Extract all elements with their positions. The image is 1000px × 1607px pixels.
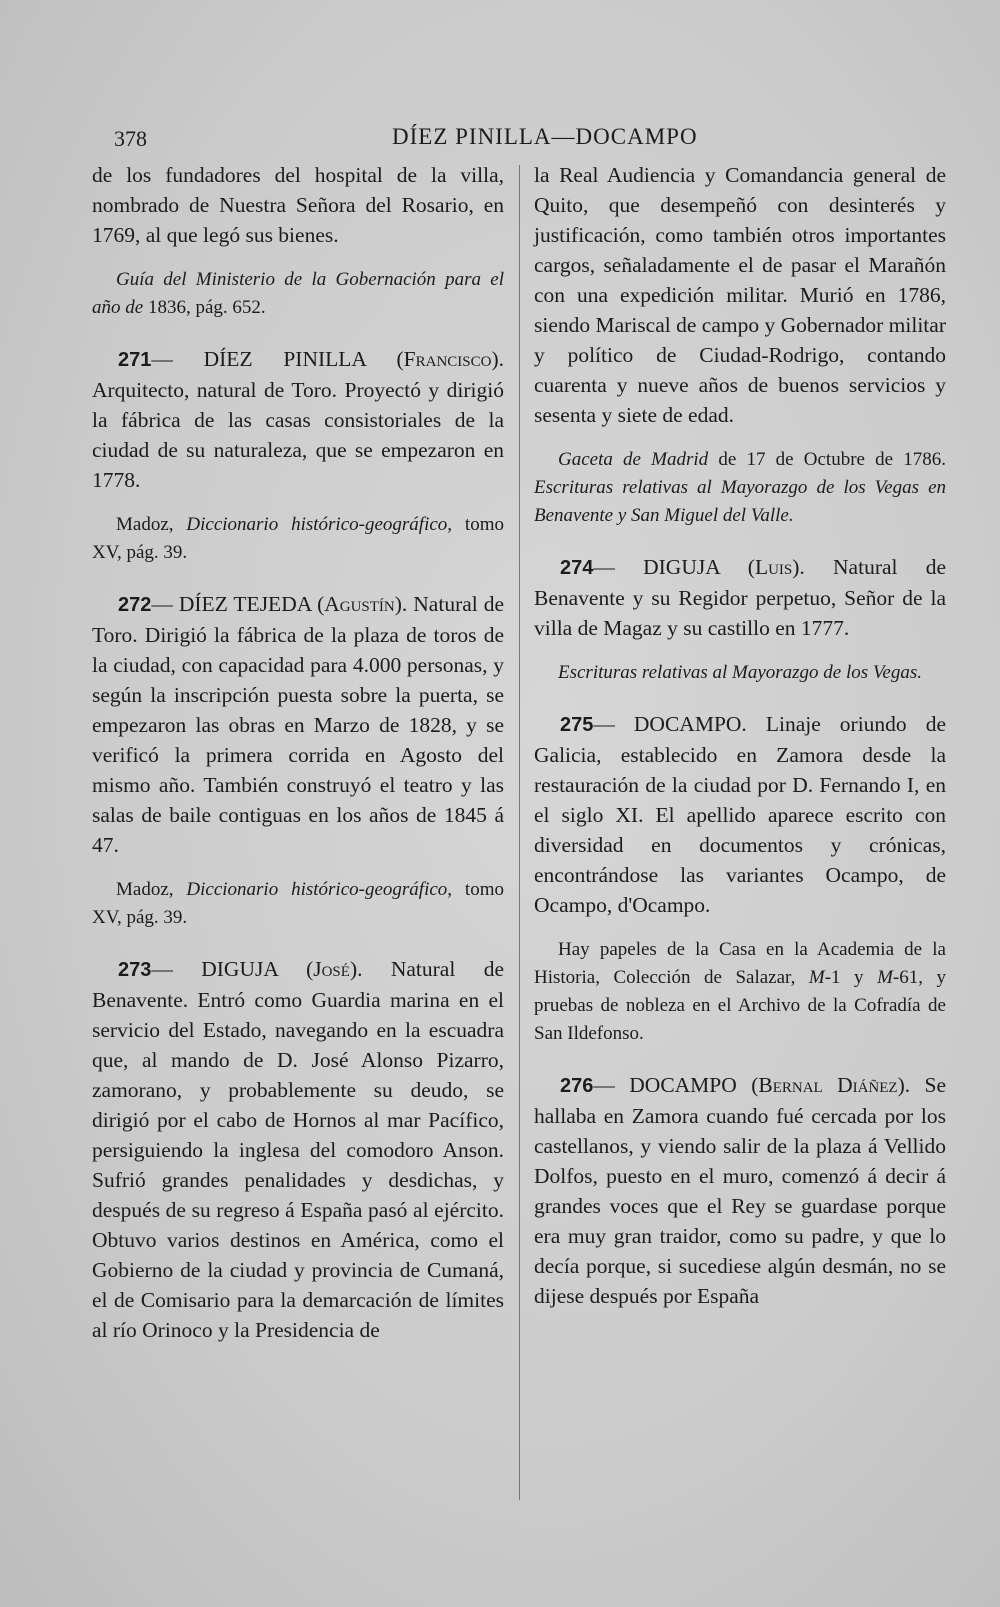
entry-given-name: (Francisco). [396, 347, 504, 371]
left-column [92, 160, 504, 1345]
citation: Madoz, Diccionario histórico-geográfico, tomo XV, pág. 39. [92, 514, 504, 563]
column-divider [519, 165, 520, 1500]
citation: Guía del Ministerio de la Gobernación para el año de 1836, pág. 652. [92, 269, 504, 318]
citation: Hay papeles de la Casa en la Academia de la Historia, Colección de Salazar, M-1 y M-61, y pruebas de nobleza en el Archivo de la Cofradía de San Ildefonso. [534, 939, 946, 1044]
entry-number: 276 [560, 1075, 594, 1097]
citation: Madoz, Diccionario histórico-geográfico, tomo XV, pág. 39. [92, 879, 504, 928]
entry-number: 273 [118, 959, 152, 981]
citation: Gaceta de Madrid de 17 de Octubre de 1786. Escrituras relativas al Mayorazgo de los Vegas en Benavente y San Miguel del Valle. [534, 449, 946, 526]
entry-text: Natural de Toro. Dirigió la fábrica de la plaza de toros de la ciudad, con capacidad para 4.000 personas, y según la inscripción puesta sobre la puerta, se empezaron las obras en Marzo de 1828, y se verificó la primera corrida en Agosto del mismo año. También construyó el teatro y las salas de baile contiguas en los años de 1845 á 47. [92, 592, 505, 857]
entry-given-name: (Luis). [747, 555, 805, 579]
entry-name: DOCAMPO [629, 1073, 737, 1097]
page-number: 378 [114, 126, 147, 151]
entry-number: 271 [118, 349, 152, 371]
entry-text: Natural de Benavente y su Regidor perpetuo, Señor de la villa de Magaz y su castillo en 1777. [534, 555, 947, 640]
entry-275: 275— DOCAMPO. Linaje oriundo de Galicia, establecido en Zamora desde la restauración de la ciudad por D. Fernando I, en el siglo XI. El apellido aparece escrito con diversidad en documentos y crónicas, encontrándose las variantes Ocampo, de Ocampo, d'Ocampo. [534, 712, 946, 917]
running-title: DÍEZ PINILLA—DOCAMPO [392, 124, 698, 149]
entry-number: 275 [560, 714, 594, 736]
entry-given-name: (Bernal Diáñez). [751, 1073, 911, 1097]
right-column [534, 160, 946, 1311]
citation: Escrituras relativas al Mayorazgo de los Vegas. [558, 662, 922, 683]
entry-text: Se hallaba en Zamora cuando fué cercada por los castellanos, y viendo salir de la plaza á Vellido Dolfos, puesto en el muro, comenzó á decir á grandes voces que el Rey se guardase porque era muy gran traidor, como su padre, y que lo decía porque, si sucediese algún desmán, no se dijese después por España [534, 1073, 947, 1308]
entry-name: DÍEZ TEJEDA [178, 592, 312, 616]
entry-number: 274 [560, 557, 594, 579]
paragraph: de los fundadores del hospital de la villa, nombrado de Nuestra Señora del Rosario, en 1769, al que legó sus bienes. [92, 163, 504, 247]
entry-name: DIGUJA [643, 555, 720, 579]
entry-name: DIGUJA [201, 957, 278, 981]
page-header [92, 122, 920, 156]
entry-271: 271— DÍEZ PINILLA (Francisco). Arquitecto, natural de Toro. Proyectó y dirigió la fábrica de las casas consistoriales de la ciudad de su naturaleza, que se empezaron en 1778. [92, 347, 504, 492]
entry-name: DOCAMPO. [633, 712, 747, 736]
entry-text: Natural de Benavente. Entró como Guardia marina en el servicio del Estado, navegando en la escuadra que, al mando de D. José Alonso Pizarro, zamorano, y probablemente su deudo, se dirigió por el cabo de Hornos al mar Pacífico, persiguiendo la inglesa del comodoro Anson. Sufrió grandes penalidades y desdichas, y después de su regreso á España pasó al ejército. Obtuvo varios destinos en América, como el Gobierno de la ciudad y provincia de Cumaná, el de Comisario para la demarcación de límites al río Orinoco y la Presidencia de [92, 957, 504, 1342]
entry-273: 273— DIGUJA (José). Natural de Benavente. Entró como Guardia marina en el servicio del Estado, navegando en la escuadra que, al mando de D. José Alonso Pizarro, zamorano, y probablemente su deudo, se dirigió por el cabo de Hornos al mar Pacífico, persiguiendo la inglesa del comodoro Anson. Sufrió grandes penalidades y desdichas, y después de su regreso á España pasó al ejército. Obtuvo varios destinos en América, como el Gobierno de la ciudad y provincia de Cumaná, el de Comisario para la demarcación de límites al río Orinoco y la Presidencia de [92, 957, 504, 1342]
entry-text: Arquitecto, natural de Toro. Proyectó y dirigió la fábrica de las casas consistoriales de la ciudad de su naturaleza, que se empezaron en 1778. [92, 378, 504, 492]
entry-given-name: (Agustín). [317, 592, 408, 616]
entry-276: 276— DOCAMPO (Bernal Diáñez). Se hallaba en Zamora cuando fué cercada por los castellanos, y viendo salir de la plaza á Vellido Dolfos, puesto en el muro, comenzó á decir á grandes voces que el Rey se guardase porque era muy gran traidor, como su padre, y que lo decía porque, si sucediese algún desmán, no se dijese después por España [534, 1073, 947, 1308]
entry-name: DÍEZ PINILLA [203, 347, 366, 371]
entry-272: 272— DÍEZ TEJEDA (Agustín). Natural de Toro. Dirigió la fábrica de la plaza de toros de la ciudad, con capacidad para 4.000 personas, y según la inscripción puesta sobre la puerta, se empezaron las obras en Marzo de 1828, y se verificó la primera corrida en Agosto del mismo año. También construyó el teatro y las salas de baile contiguas en los años de 1845 á 47. [92, 592, 505, 857]
entry-text: Linaje oriundo de Galicia, establecido en Zamora desde la restauración de la ciudad por D. Fernando I, en el siglo XI. El apellido aparece escrito con diversidad en documentos y crónicas, encontrándose las variantes Ocampo, de Ocampo, d'Ocampo. [534, 712, 946, 917]
entry-given-name: (José). [306, 957, 363, 981]
paragraph: la Real Audiencia y Comandancia general de Quito, que desempeñó con desinterés y justificación, como también otros importantes cargos, señaladamente el de pasar el Marañón con una expedición militar. Murió en 1786, siendo Mariscal de campo y Gobernador militar y político de Ciudad-Rodrigo, contando cuarenta y nueve años de buenos servicios y sesenta y siete de edad. [534, 163, 946, 427]
entry-number: 272 [118, 594, 152, 616]
entry-274: 274— DIGUJA (Luis). Natural de Benavente y su Regidor perpetuo, Señor de la villa de Magaz y su castillo en 1777. [534, 555, 947, 640]
